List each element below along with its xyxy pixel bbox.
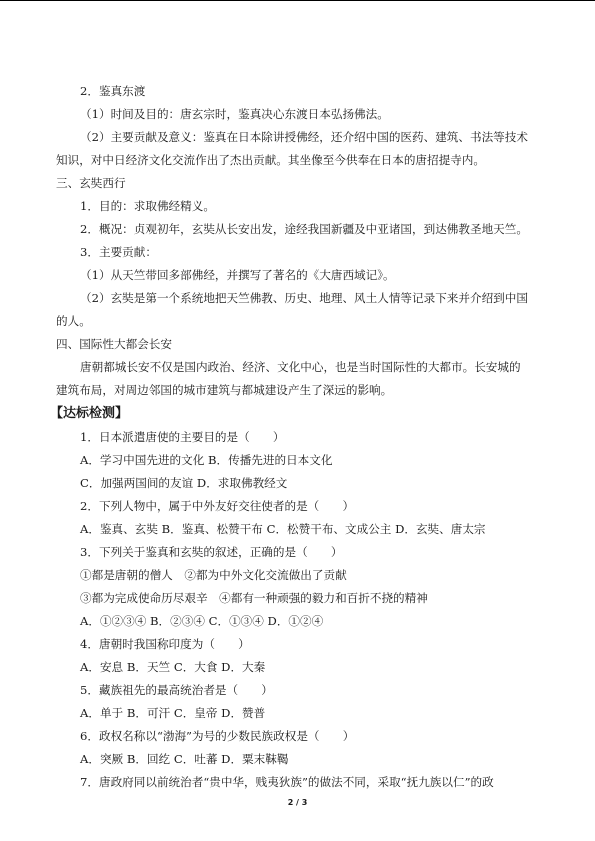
question-1-options: A．学习中国先进的文化 B．传播先进的日本文化 — [80, 453, 333, 467]
paragraph-line: 唐朝都城长安不仅是国内政治、经济、文化中心，也是当时国际性的大都市。长安城的 — [80, 360, 521, 374]
exercise-heading: 【达标检测】 — [50, 406, 129, 421]
paragraph-line: 1．目的：求取佛经精义。 — [80, 199, 215, 213]
question-1: 1．日本派遣唐使的主要目的是（ ） — [80, 430, 285, 444]
paragraph-line: （2）玄奘是第一个系统地把天竺佛教、历史、地理、风土人情等记录下来并介绍到中国 — [80, 291, 528, 305]
question-4: 4．唐朝时我国称印度为（ ） — [80, 637, 250, 651]
question-6: 6．政权名称以“渤海”为号的少数民族政权是（ ） — [80, 729, 355, 743]
question-3-statements: ③都为完成使命历尽艰辛 ④都有一种顽强的毅力和百折不挠的精神 — [80, 591, 428, 605]
paragraph-line: 的人。 — [56, 314, 91, 328]
question-2-options: A．鉴真、玄奘 B．鉴真、松赞干布 C．松赞干布、文成公主 D．玄奘、唐太宗 — [80, 522, 486, 536]
section-title-jianzhen: 2．鉴真东渡 — [80, 84, 146, 98]
question-5-options: A．单于 B．可汗 C．皇帝 D．赞普 — [80, 706, 266, 720]
question-6-options: A．突厥 B．回纥 C．吐蕃 D．粟末靺鞨 — [80, 752, 289, 766]
page-number: 2 / 3 — [287, 798, 308, 807]
paragraph-line: 建筑布局，对周边邻国的城市建筑与都城建设产生了深远的影响。 — [56, 383, 393, 397]
paragraph-line: 2．概况：贞观初年，玄奘从长安出发，途经我国新疆及中亚诸国，到达佛教圣地天竺。 — [80, 222, 528, 236]
question-7: 7．唐政府同以前统治者“贵中华，贱夷狄族”的做法不同，采取“抚九族以仁”的政 — [80, 775, 494, 789]
section-heading-xuanzang: 三、玄奘西行 — [56, 176, 126, 190]
paragraph-line: （2）主要贡献及意义：鉴真在日本除讲授佛经，还介绍中国的医药、建筑、书法等技术 — [80, 130, 528, 144]
paragraph-line: （1）从天竺带回多部佛经，并撰写了著名的《大唐西域记》。 — [80, 268, 395, 282]
question-2: 2．下列人物中，属于中外友好交往使者的是（ ） — [80, 499, 355, 513]
question-3: 3．下列关于鉴真和玄奘的叙述，正确的是（ ） — [80, 545, 343, 559]
question-3-statements: ①都是唐朝的僧人 ②都为中外文化交流做出了贡献 — [80, 568, 347, 582]
section-heading-changan: 四、国际性大都会长安 — [56, 337, 172, 351]
question-4-options: A．安息 B．天竺 C．大食 D．大秦 — [80, 660, 266, 674]
question-3-options: A．①②③④ B．②③④ C．①③④ D．①②④ — [80, 614, 324, 628]
paragraph-line: 知识，对中日经济文化交流作出了杰出贡献。其坐像至今供奉在日本的唐招提寺内。 — [56, 153, 485, 167]
paragraph-line: 3．主要贡献： — [80, 245, 157, 259]
paragraph-line: （1）时间及目的：唐玄宗时，鉴真决心东渡日本弘扬佛法。 — [80, 107, 389, 121]
question-5: 5．藏族祖先的最高统治者是（ ） — [80, 683, 273, 697]
question-1-options: C．加强两国间的友谊 D．求取佛教经文 — [80, 476, 288, 490]
